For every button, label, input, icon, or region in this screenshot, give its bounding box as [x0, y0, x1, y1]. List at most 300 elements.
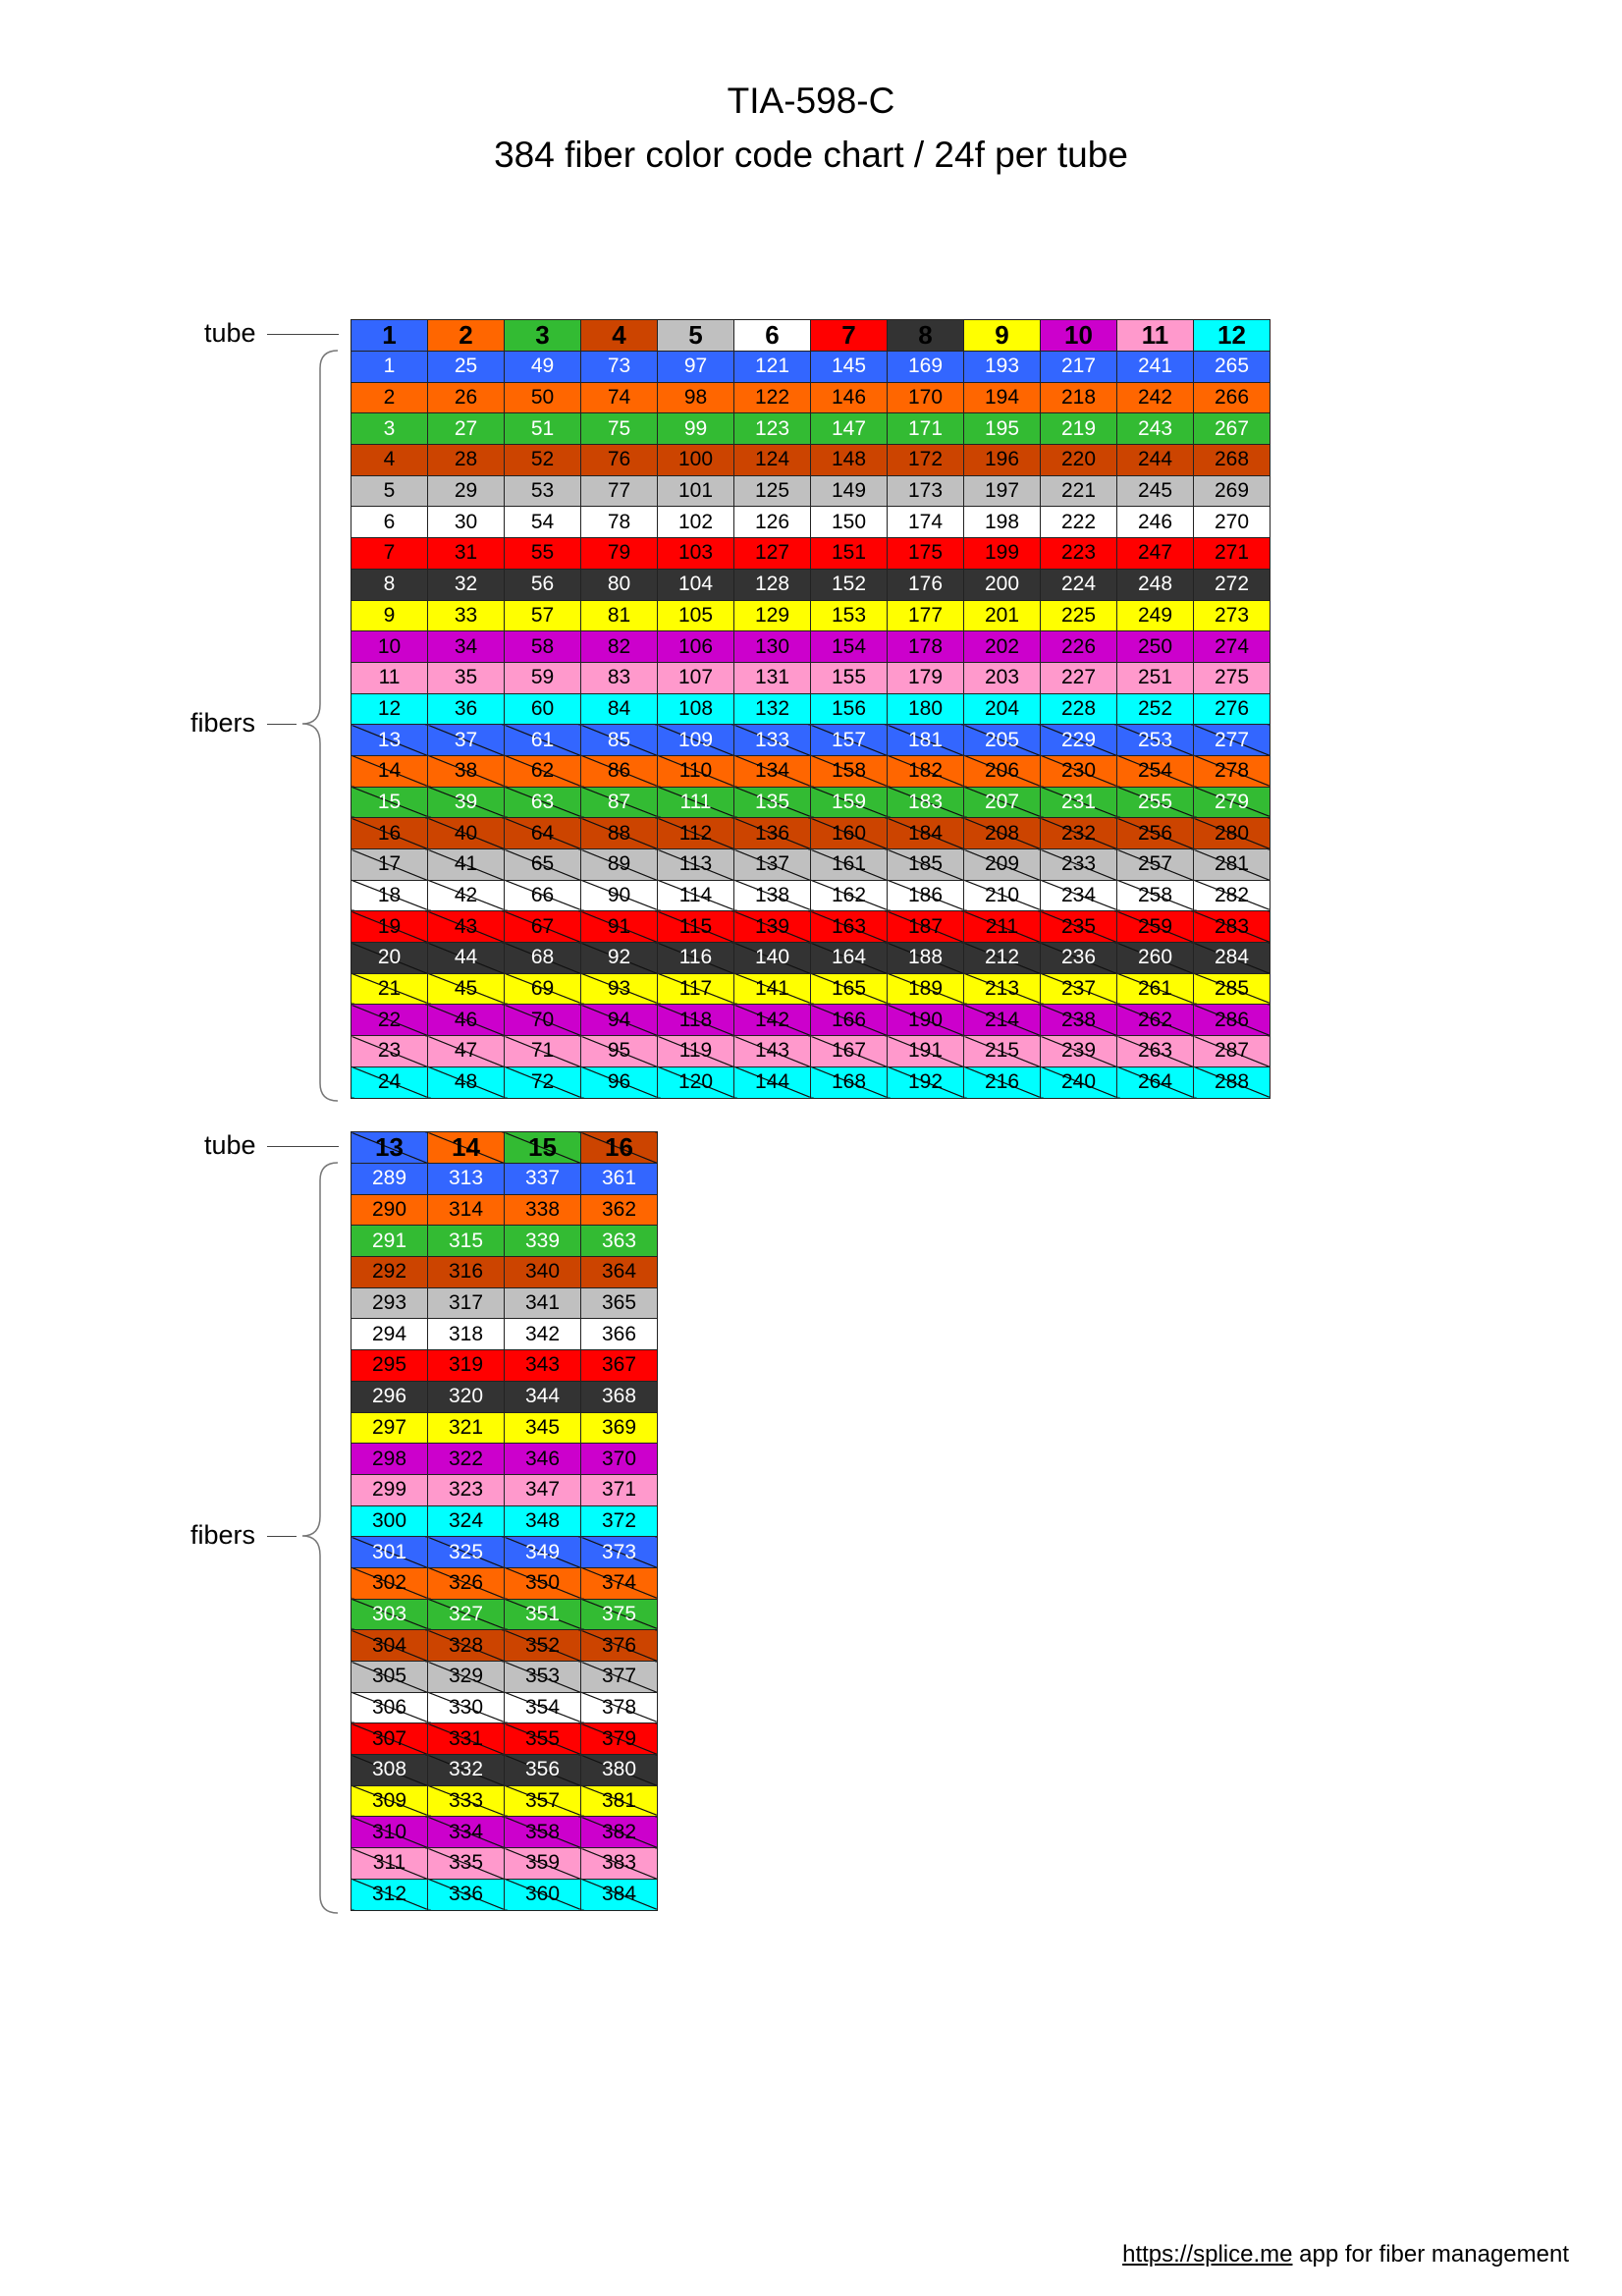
fiber-cell-202: 202 [964, 631, 1041, 663]
fiber-row [351, 662, 1271, 693]
fiber-row [351, 787, 1271, 818]
fiber-cell-243: 243 [1117, 413, 1194, 445]
fiber-cell-19: 19 [351, 911, 428, 943]
fiber-cell-58: 58 [505, 631, 581, 663]
fiber-cell-12: 12 [351, 693, 428, 725]
fiber-cell-132: 132 [734, 693, 811, 725]
fiber-row [351, 1381, 658, 1412]
fiber-cell-216: 216 [964, 1066, 1041, 1098]
fiber-cell-163: 163 [811, 911, 888, 943]
fiber-cell-218: 218 [1041, 382, 1117, 413]
fibers-label-2: fibers [190, 1520, 256, 1550]
fiber-cell-146: 146 [811, 382, 888, 413]
fiber-cell-357: 357 [505, 1785, 581, 1817]
fiber-cell-150: 150 [811, 507, 888, 538]
fiber-cell-100: 100 [658, 445, 734, 476]
fiber-cell-223: 223 [1041, 538, 1117, 570]
fiber-cell-304: 304 [351, 1630, 428, 1662]
fiber-cell-259: 259 [1117, 911, 1194, 943]
fiber-cell-193: 193 [964, 352, 1041, 383]
fiber-cell-269: 269 [1194, 475, 1271, 507]
fiber-cell-310: 310 [351, 1817, 428, 1848]
fiber-cell-117: 117 [658, 973, 734, 1005]
fiber-cell-367: 367 [581, 1350, 658, 1382]
fiber-cell-233: 233 [1041, 849, 1117, 881]
fiber-cell-6: 6 [351, 507, 428, 538]
fiber-cell-312: 312 [351, 1879, 428, 1910]
fibers-brace-1 [295, 349, 344, 1105]
fiber-cell-127: 127 [734, 538, 811, 570]
fiber-cell-303: 303 [351, 1599, 428, 1630]
fiber-cell-42: 42 [428, 880, 505, 911]
fiber-cell-109: 109 [658, 725, 734, 756]
fiber-cell-254: 254 [1117, 755, 1194, 787]
fiber-cell-338: 338 [505, 1194, 581, 1226]
fiber-cell-291: 291 [351, 1226, 428, 1257]
fiber-cell-85: 85 [581, 725, 658, 756]
fiber-cell-315: 315 [428, 1226, 505, 1257]
fiber-cell-358: 358 [505, 1817, 581, 1848]
fiber-cell-114: 114 [658, 880, 734, 911]
fiber-row [351, 725, 1271, 756]
fiber-row [351, 1692, 658, 1723]
fiber-cell-278: 278 [1194, 755, 1271, 787]
fiber-cell-225: 225 [1041, 600, 1117, 631]
fiber-cell-103: 103 [658, 538, 734, 570]
fiber-cell-56: 56 [505, 569, 581, 600]
fiber-cell-87: 87 [581, 787, 658, 818]
fiber-cell-192: 192 [888, 1066, 964, 1098]
fiber-cell-151: 151 [811, 538, 888, 570]
fiber-cell-297: 297 [351, 1412, 428, 1444]
fiber-cell-316: 316 [428, 1257, 505, 1288]
fiber-cell-148: 148 [811, 445, 888, 476]
fiber-cell-80: 80 [581, 569, 658, 600]
fiber-cell-182: 182 [888, 755, 964, 787]
fiber-cell-49: 49 [505, 352, 581, 383]
fiber-row [351, 1005, 1271, 1036]
fiber-cell-40: 40 [428, 818, 505, 849]
fiber-cell-17: 17 [351, 849, 428, 881]
fiber-cell-76: 76 [581, 445, 658, 476]
fiber-table-tubes-1-12 [351, 319, 1271, 1099]
fiber-cell-252: 252 [1117, 693, 1194, 725]
tube-header-6: 6 [734, 320, 811, 352]
fiber-cell-160: 160 [811, 818, 888, 849]
fiber-row [351, 1474, 658, 1505]
fiber-cell-15: 15 [351, 787, 428, 818]
fiber-cell-306: 306 [351, 1692, 428, 1723]
fiber-cell-91: 91 [581, 911, 658, 943]
fiber-row [351, 1599, 658, 1630]
fiber-cell-248: 248 [1117, 569, 1194, 600]
fiber-row [351, 1723, 658, 1755]
fiber-cell-350: 350 [505, 1567, 581, 1599]
fiber-cell-287: 287 [1194, 1036, 1271, 1067]
fiber-cell-23: 23 [351, 1036, 428, 1067]
fiber-cell-133: 133 [734, 725, 811, 756]
fiber-cell-260: 260 [1117, 943, 1194, 974]
fiber-cell-231: 231 [1041, 787, 1117, 818]
fiber-cell-331: 331 [428, 1723, 505, 1755]
fiber-cell-13: 13 [351, 725, 428, 756]
fibers-label-1: fibers [190, 708, 256, 738]
fiber-cell-235: 235 [1041, 911, 1117, 943]
page-title [0, 77, 1622, 185]
fiber-cell-333: 333 [428, 1785, 505, 1817]
title-description: 384 fiber color code chart / 24f per tube [494, 135, 1128, 175]
fiber-cell-11: 11 [351, 662, 428, 693]
fiber-cell-79: 79 [581, 538, 658, 570]
fiber-cell-159: 159 [811, 787, 888, 818]
tube-header-15: 15 [505, 1132, 581, 1164]
fiber-cell-29: 29 [428, 475, 505, 507]
fiber-cell-74: 74 [581, 382, 658, 413]
fiber-cell-256: 256 [1117, 818, 1194, 849]
fibers-connector-2 [267, 1536, 297, 1537]
fiber-cell-28: 28 [428, 445, 505, 476]
fiber-row [351, 818, 1271, 849]
fiber-cell-372: 372 [581, 1505, 658, 1537]
fiber-cell-364: 364 [581, 1257, 658, 1288]
fiber-cell-204: 204 [964, 693, 1041, 725]
fiber-cell-285: 285 [1194, 973, 1271, 1005]
fiber-row [351, 1567, 658, 1599]
fiber-cell-313: 313 [428, 1164, 505, 1195]
fiber-cell-207: 207 [964, 787, 1041, 818]
fiber-cell-290: 290 [351, 1194, 428, 1226]
fiber-cell-82: 82 [581, 631, 658, 663]
fiber-cell-115: 115 [658, 911, 734, 943]
fiber-cell-96: 96 [581, 1066, 658, 1098]
fiber-cell-55: 55 [505, 538, 581, 570]
tube-header-5: 5 [658, 320, 734, 352]
fiber-cell-7: 7 [351, 538, 428, 570]
fiber-cell-284: 284 [1194, 943, 1271, 974]
fiber-cell-145: 145 [811, 352, 888, 383]
fiber-cell-2: 2 [351, 382, 428, 413]
fiber-cell-271: 271 [1194, 538, 1271, 570]
tube-header-11: 11 [1117, 320, 1194, 352]
fiber-cell-107: 107 [658, 662, 734, 693]
fiber-cell-140: 140 [734, 943, 811, 974]
fiber-cell-322: 322 [428, 1444, 505, 1475]
fiber-cell-34: 34 [428, 631, 505, 663]
fiber-row [351, 1066, 1271, 1098]
tube-connector-2 [267, 1146, 339, 1147]
fiber-cell-196: 196 [964, 445, 1041, 476]
fiber-cell-86: 86 [581, 755, 658, 787]
fiber-cell-329: 329 [428, 1662, 505, 1693]
fiber-cell-125: 125 [734, 475, 811, 507]
fiber-cell-240: 240 [1041, 1066, 1117, 1098]
fiber-cell-255: 255 [1117, 787, 1194, 818]
fiber-cell-266: 266 [1194, 382, 1271, 413]
fiber-cell-147: 147 [811, 413, 888, 445]
fiber-cell-72: 72 [505, 1066, 581, 1098]
fiber-cell-120: 120 [658, 1066, 734, 1098]
fiber-cell-95: 95 [581, 1036, 658, 1067]
fiber-cell-267: 267 [1194, 413, 1271, 445]
fiber-cell-308: 308 [351, 1755, 428, 1786]
fiber-cell-230: 230 [1041, 755, 1117, 787]
fiber-cell-374: 374 [581, 1567, 658, 1599]
fiber-cell-139: 139 [734, 911, 811, 943]
fiber-cell-227: 227 [1041, 662, 1117, 693]
fiber-cell-116: 116 [658, 943, 734, 974]
fiber-cell-298: 298 [351, 1444, 428, 1475]
fiber-cell-292: 292 [351, 1257, 428, 1288]
tube-connector-1 [267, 334, 339, 335]
fiber-cell-363: 363 [581, 1226, 658, 1257]
fiber-cell-93: 93 [581, 973, 658, 1005]
fiber-cell-335: 335 [428, 1848, 505, 1880]
fiber-cell-224: 224 [1041, 569, 1117, 600]
fiber-cell-377: 377 [581, 1662, 658, 1693]
fiber-cell-61: 61 [505, 725, 581, 756]
footer-text: app for fiber management [1292, 2241, 1569, 2268]
fiber-cell-237: 237 [1041, 973, 1117, 1005]
fiber-cell-268: 268 [1194, 445, 1271, 476]
fiber-cell-44: 44 [428, 943, 505, 974]
fiber-cell-293: 293 [351, 1287, 428, 1319]
fiber-cell-187: 187 [888, 911, 964, 943]
fiber-cell-294: 294 [351, 1319, 428, 1350]
fiber-cell-370: 370 [581, 1444, 658, 1475]
fiber-cell-171: 171 [888, 413, 964, 445]
fiber-cell-264: 264 [1117, 1066, 1194, 1098]
fiber-cell-245: 245 [1117, 475, 1194, 507]
fiber-cell-199: 199 [964, 538, 1041, 570]
fiber-cell-250: 250 [1117, 631, 1194, 663]
fiber-cell-118: 118 [658, 1005, 734, 1036]
fiber-cell-355: 355 [505, 1723, 581, 1755]
fiber-cell-327: 327 [428, 1599, 505, 1630]
fiber-row [351, 911, 1271, 943]
fiber-row [351, 1879, 658, 1910]
fiber-cell-135: 135 [734, 787, 811, 818]
fiber-row [351, 1350, 658, 1382]
fiber-cell-22: 22 [351, 1005, 428, 1036]
fiber-cell-164: 164 [811, 943, 888, 974]
fiber-cell-314: 314 [428, 1194, 505, 1226]
fiber-cell-130: 130 [734, 631, 811, 663]
fiber-cell-25: 25 [428, 352, 505, 383]
fiber-cell-89: 89 [581, 849, 658, 881]
fiber-cell-375: 375 [581, 1599, 658, 1630]
tube-header-3: 3 [505, 320, 581, 352]
fiber-row [351, 1537, 658, 1568]
fiber-cell-51: 51 [505, 413, 581, 445]
tube-header-8: 8 [888, 320, 964, 352]
fiber-cell-59: 59 [505, 662, 581, 693]
fiber-cell-143: 143 [734, 1036, 811, 1067]
fiber-cell-319: 319 [428, 1350, 505, 1382]
fiber-cell-356: 356 [505, 1755, 581, 1786]
fiber-row [351, 880, 1271, 911]
fiber-cell-302: 302 [351, 1567, 428, 1599]
fiber-cell-323: 323 [428, 1474, 505, 1505]
fiber-cell-144: 144 [734, 1066, 811, 1098]
fiber-cell-166: 166 [811, 1005, 888, 1036]
fiber-row [351, 1505, 658, 1537]
fiber-cell-220: 220 [1041, 445, 1117, 476]
fiber-cell-162: 162 [811, 880, 888, 911]
fiber-row [351, 1164, 658, 1195]
fiber-cell-200: 200 [964, 569, 1041, 600]
fiber-cell-141: 141 [734, 973, 811, 1005]
fiber-cell-157: 157 [811, 725, 888, 756]
fiber-cell-123: 123 [734, 413, 811, 445]
fiber-cell-70: 70 [505, 1005, 581, 1036]
fiber-cell-77: 77 [581, 475, 658, 507]
fiber-cell-88: 88 [581, 818, 658, 849]
fiber-row [351, 1662, 658, 1693]
fiber-cell-181: 181 [888, 725, 964, 756]
fiber-cell-169: 169 [888, 352, 964, 383]
fiber-row [351, 538, 1271, 570]
fiber-cell-175: 175 [888, 538, 964, 570]
fiber-row [351, 755, 1271, 787]
tube-header-1: 1 [351, 320, 428, 352]
fiber-cell-173: 173 [888, 475, 964, 507]
fiber-cell-112: 112 [658, 818, 734, 849]
fiber-cell-232: 232 [1041, 818, 1117, 849]
fiber-cell-60: 60 [505, 693, 581, 725]
fiber-cell-20: 20 [351, 943, 428, 974]
fiber-cell-295: 295 [351, 1350, 428, 1382]
fiber-row [351, 1755, 658, 1786]
fiber-cell-8: 8 [351, 569, 428, 600]
fiber-cell-336: 336 [428, 1879, 505, 1910]
fiber-cell-33: 33 [428, 600, 505, 631]
fiber-cell-190: 190 [888, 1005, 964, 1036]
fiber-cell-21: 21 [351, 973, 428, 1005]
fiber-cell-345: 345 [505, 1412, 581, 1444]
fiber-cell-122: 122 [734, 382, 811, 413]
fiber-cell-203: 203 [964, 662, 1041, 693]
fiber-cell-311: 311 [351, 1848, 428, 1880]
splice-me-link[interactable]: https://splice.me [1122, 2241, 1293, 2268]
fiber-cell-347: 347 [505, 1474, 581, 1505]
fiber-cell-258: 258 [1117, 880, 1194, 911]
fiber-cell-201: 201 [964, 600, 1041, 631]
title-standard: TIA-598-C [727, 81, 895, 121]
fiber-cell-262: 262 [1117, 1005, 1194, 1036]
fiber-cell-366: 366 [581, 1319, 658, 1350]
fiber-cell-121: 121 [734, 352, 811, 383]
fiber-cell-110: 110 [658, 755, 734, 787]
tube-header-7: 7 [811, 320, 888, 352]
fiber-cell-189: 189 [888, 973, 964, 1005]
fiber-cell-296: 296 [351, 1381, 428, 1412]
fiber-cell-263: 263 [1117, 1036, 1194, 1067]
fiber-row [351, 569, 1271, 600]
fiber-cell-153: 153 [811, 600, 888, 631]
fiber-cell-365: 365 [581, 1287, 658, 1319]
fiber-cell-274: 274 [1194, 631, 1271, 663]
fiber-cell-83: 83 [581, 662, 658, 693]
fiber-cell-247: 247 [1117, 538, 1194, 570]
fiber-cell-170: 170 [888, 382, 964, 413]
fiber-cell-343: 343 [505, 1350, 581, 1382]
fiber-cell-106: 106 [658, 631, 734, 663]
fiber-row [351, 507, 1271, 538]
fiber-cell-349: 349 [505, 1537, 581, 1568]
fiber-cell-41: 41 [428, 849, 505, 881]
fiber-cell-48: 48 [428, 1066, 505, 1098]
fiber-row [351, 973, 1271, 1005]
fiber-cell-152: 152 [811, 569, 888, 600]
fiber-cell-27: 27 [428, 413, 505, 445]
fiber-cell-261: 261 [1117, 973, 1194, 1005]
fiber-cell-212: 212 [964, 943, 1041, 974]
fiber-cell-124: 124 [734, 445, 811, 476]
fiber-cell-128: 128 [734, 569, 811, 600]
fiber-cell-226: 226 [1041, 631, 1117, 663]
fiber-cell-286: 286 [1194, 1005, 1271, 1036]
fiber-cell-346: 346 [505, 1444, 581, 1475]
fiber-cell-191: 191 [888, 1036, 964, 1067]
fiber-cell-65: 65 [505, 849, 581, 881]
fibers-brace-2 [295, 1161, 344, 1917]
fiber-cell-81: 81 [581, 600, 658, 631]
fiber-cell-32: 32 [428, 569, 505, 600]
fiber-row [351, 631, 1271, 663]
fiber-cell-167: 167 [811, 1036, 888, 1067]
fiber-cell-342: 342 [505, 1319, 581, 1350]
fiber-cell-209: 209 [964, 849, 1041, 881]
fiber-cell-273: 273 [1194, 600, 1271, 631]
fiber-cell-92: 92 [581, 943, 658, 974]
fiber-cell-368: 368 [581, 1381, 658, 1412]
fiber-row [351, 1226, 658, 1257]
fiber-cell-373: 373 [581, 1537, 658, 1568]
fiber-cell-98: 98 [658, 382, 734, 413]
fiber-row [351, 1630, 658, 1662]
fiber-cell-90: 90 [581, 880, 658, 911]
fiber-cell-119: 119 [658, 1036, 734, 1067]
fiber-cell-352: 352 [505, 1630, 581, 1662]
fiber-cell-184: 184 [888, 818, 964, 849]
fiber-cell-45: 45 [428, 973, 505, 1005]
fiber-cell-305: 305 [351, 1662, 428, 1693]
fiber-cell-71: 71 [505, 1036, 581, 1067]
fiber-row [351, 475, 1271, 507]
fiber-cell-242: 242 [1117, 382, 1194, 413]
fiber-cell-99: 99 [658, 413, 734, 445]
tube-header-10: 10 [1041, 320, 1117, 352]
tube-header-14: 14 [428, 1132, 505, 1164]
fiber-cell-94: 94 [581, 1005, 658, 1036]
fiber-cell-249: 249 [1117, 600, 1194, 631]
fiber-cell-198: 198 [964, 507, 1041, 538]
fiber-cell-222: 222 [1041, 507, 1117, 538]
fiber-cell-54: 54 [505, 507, 581, 538]
fiber-cell-155: 155 [811, 662, 888, 693]
fiber-cell-288: 288 [1194, 1066, 1271, 1098]
tube-header-4: 4 [581, 320, 658, 352]
footer [1122, 2241, 1569, 2269]
fiber-cell-328: 328 [428, 1630, 505, 1662]
fiber-cell-1: 1 [351, 352, 428, 383]
fiber-cell-244: 244 [1117, 445, 1194, 476]
fiber-cell-208: 208 [964, 818, 1041, 849]
fiber-cell-9: 9 [351, 600, 428, 631]
fiber-cell-361: 361 [581, 1164, 658, 1195]
fiber-cell-360: 360 [505, 1879, 581, 1910]
fiber-cell-57: 57 [505, 600, 581, 631]
